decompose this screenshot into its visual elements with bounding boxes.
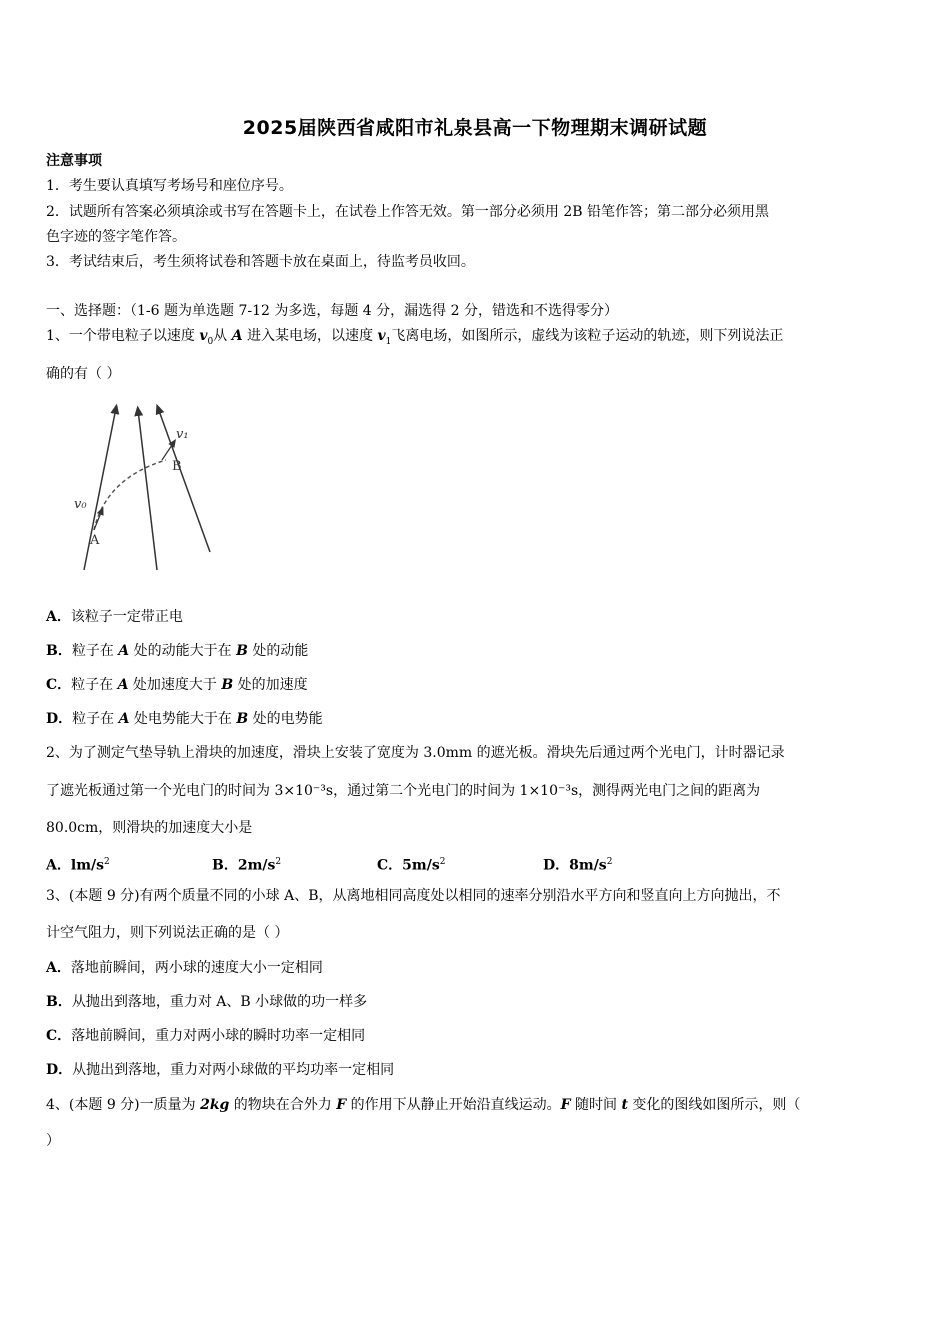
question-3-stem-cont: 计空气阻力，则下列说法正确的是（ ） bbox=[46, 925, 289, 941]
q2-option-d bbox=[543, 853, 612, 875]
q4-time: t bbox=[621, 1097, 628, 1113]
option-text: 该粒子一定带正电 bbox=[70, 609, 183, 625]
q2-option-c bbox=[377, 853, 445, 875]
option-key: A． bbox=[46, 857, 71, 874]
option-sup: 2 bbox=[606, 857, 613, 867]
option-text: 处的动能大于在 bbox=[129, 643, 237, 659]
option-var: B bbox=[236, 711, 249, 727]
option-key: D． bbox=[46, 711, 73, 727]
option-text: 粒子在 bbox=[72, 711, 119, 727]
page-title: 2025届陕西省咸阳市礼泉县高一下物理期末调研试题 bbox=[242, 117, 708, 139]
electric-field-figure bbox=[66, 398, 226, 578]
option-sup: 2 bbox=[275, 857, 282, 867]
label-b: B bbox=[172, 459, 182, 474]
q1-text: 飞离电场，如图所示，虚线为该粒子运动的轨迹，则下列说法正 bbox=[391, 328, 784, 344]
notice-item: 1．考生要认真填写考场号和座位序号。 bbox=[46, 178, 293, 194]
question-4-stem-cont: ） bbox=[46, 1133, 60, 1149]
question-1-stem bbox=[46, 327, 783, 351]
option-text: 粒子在 bbox=[71, 677, 118, 693]
q4-text: 的物块在合外力 bbox=[229, 1097, 337, 1113]
q1-option-c bbox=[46, 676, 308, 694]
option-var: B bbox=[236, 643, 248, 659]
q3-option-d bbox=[46, 1061, 394, 1079]
option-var: A bbox=[118, 711, 130, 727]
notice-heading: 注意事项 bbox=[46, 153, 102, 169]
option-key: B． bbox=[46, 643, 72, 659]
q4-text: 随时间 bbox=[570, 1097, 622, 1113]
option-text: 处加速度大于 bbox=[128, 677, 222, 693]
velocity-v1-arrow bbox=[162, 442, 174, 460]
option-key: B． bbox=[46, 994, 72, 1010]
option-text: 2m/s bbox=[237, 857, 276, 874]
q1-point-a: A bbox=[231, 328, 243, 344]
option-text: 落地前瞬间，两小球的速度大小一定相同 bbox=[70, 960, 323, 976]
q2-option-b bbox=[212, 853, 281, 875]
option-text: lm/s bbox=[70, 857, 105, 874]
option-text: 处的动能 bbox=[247, 643, 309, 659]
option-key: A． bbox=[46, 609, 71, 625]
question-4-stem bbox=[46, 1096, 800, 1114]
option-text: 粒子在 bbox=[71, 643, 119, 659]
option-sup: 2 bbox=[439, 857, 446, 867]
question-2-stem-cont: 了遮光板通过第一个光电门的时间为 3×10⁻³s，通过第二个光电门的时间为 1×10⁻³s，测得两光电门之间的距离为 bbox=[46, 783, 761, 799]
q4-force: F bbox=[560, 1097, 571, 1113]
q3-option-a bbox=[46, 959, 323, 977]
option-text: 处电势能大于在 bbox=[129, 711, 237, 727]
option-key: D． bbox=[543, 857, 570, 874]
q1-text: 进入某电场，以速度 bbox=[242, 328, 378, 344]
trajectory-path bbox=[94, 460, 166, 530]
option-key: D． bbox=[46, 1062, 73, 1078]
question-1-stem-cont: 确的有（ ） bbox=[46, 366, 121, 382]
option-var: A bbox=[117, 677, 129, 693]
q1-option-a bbox=[46, 608, 183, 626]
q2-option-a bbox=[46, 853, 110, 875]
q1-text: 从 bbox=[213, 328, 232, 344]
q1-v1-sub: 1 bbox=[385, 336, 392, 347]
notice-item: 3．考试结束后，考生须将试卷和答题卡放在桌面上，待监考员收回。 bbox=[46, 254, 475, 270]
q1-v0-sub: 0 bbox=[207, 336, 214, 347]
option-key: C． bbox=[377, 857, 403, 874]
option-text: 5m/s bbox=[402, 857, 440, 874]
label-a: A bbox=[90, 533, 100, 548]
question-2-stem-cont: 80.0cm，则滑块的加速度大小是 bbox=[46, 820, 253, 836]
q4-text: 的作用下从静止开始沿直线运动。 bbox=[346, 1097, 561, 1113]
q4-mass: 2kg bbox=[200, 1097, 230, 1113]
label-v1: v₁ bbox=[176, 427, 189, 442]
option-text: 处的电势能 bbox=[248, 711, 323, 727]
option-text: 落地前瞬间，重力对两小球的瞬时功率一定相同 bbox=[71, 1028, 366, 1044]
q1-v1: v bbox=[377, 328, 386, 344]
notice-item: 2．试题所有答案必须填涂或书写在答题卡上，在试卷上作答无效。第一部分必须用 2B 铅笔作答；第二部分必须用黑 bbox=[46, 204, 769, 220]
question-3-stem: 3、(本题 9 分)有两个质量不同的小球 A、B，从离地相同高度处以相同的速率分别沿水平方向和竖直向上方向抛出，不 bbox=[46, 888, 781, 904]
option-text: 从抛出到落地，重力对两小球做的平均功率一定相同 bbox=[72, 1062, 395, 1078]
option-text: 8m/s bbox=[569, 857, 607, 874]
q1-option-b bbox=[46, 642, 308, 660]
option-key: C． bbox=[46, 677, 72, 693]
q3-option-b bbox=[46, 993, 367, 1011]
q4-text: 4、(本题 9 分)一质量为 bbox=[46, 1097, 201, 1113]
option-text: 处的加速度 bbox=[233, 677, 308, 693]
field-line bbox=[138, 410, 157, 570]
section-heading: 一、选择题：（1-6 题为单选题 7-12 为多选，每题 4 分，漏选得 2 分，错选和不选得零分） bbox=[46, 303, 618, 319]
option-text: 从抛出到落地，重力对 A、B 小球做的功一样多 bbox=[71, 994, 368, 1010]
question-2-stem: 2、为了测定气垫导轨上滑块的加速度，滑块上安装了宽度为 3.0mm 的遮光板。滑块先后通过两个光电门，计时器记录 bbox=[46, 745, 785, 761]
option-key: A． bbox=[46, 960, 71, 976]
option-var: A bbox=[118, 643, 130, 659]
field-line bbox=[84, 408, 116, 570]
option-key: B． bbox=[212, 857, 238, 874]
q4-force: F bbox=[336, 1097, 347, 1113]
q1-option-d bbox=[46, 710, 323, 728]
q3-option-c bbox=[46, 1027, 365, 1045]
q1-v0: v bbox=[199, 328, 208, 344]
q1-text: 1、一个带电粒子以速度 bbox=[46, 328, 200, 344]
option-sup: 2 bbox=[104, 857, 110, 867]
notice-item: 色字迹的签字笔作答。 bbox=[46, 229, 186, 245]
option-var: B bbox=[221, 677, 234, 693]
label-v0: v₀ bbox=[74, 497, 87, 512]
option-key: C． bbox=[46, 1028, 72, 1044]
q4-text: 变化的图线如图所示，则（ bbox=[627, 1097, 801, 1113]
